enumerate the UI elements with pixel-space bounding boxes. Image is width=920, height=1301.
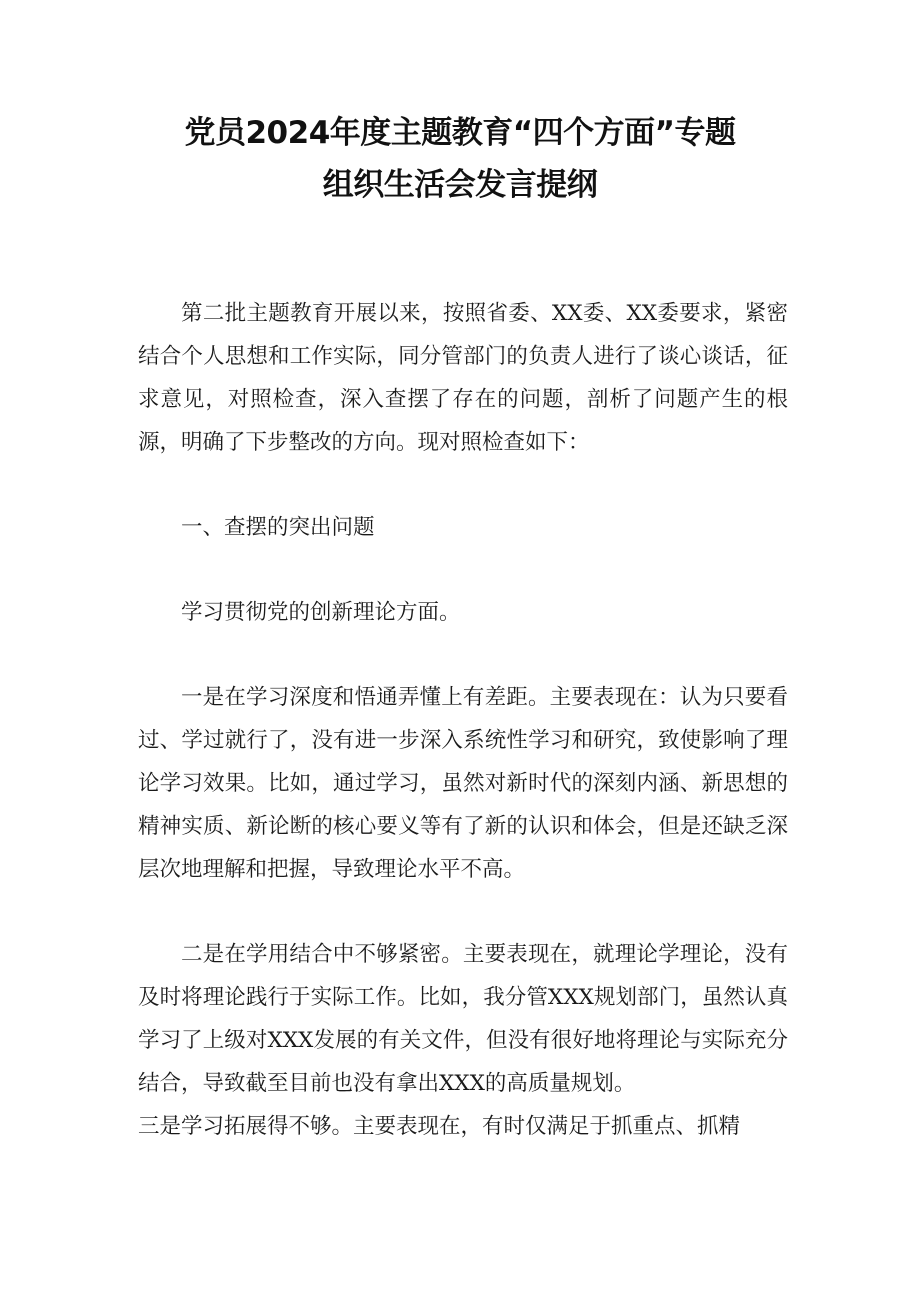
intro-paragraph: 第二批主题教育开展以来，按照省委、XX委、XX委要求，紧密结合个人思想和工作实际，同分管部门的负责人进行了谈心谈话，征求意见，对照检查，深入查摆了存在的问题，剖析了问题产生的根源，明确了下步整改的方向。现对照检查如下：: [138, 301, 788, 455]
document-title-line-1: 党员2024年度主题教育“四个方面”专题: [184, 115, 736, 151]
subsection-heading: 学习贯彻党的创新理论方面。: [181, 600, 461, 625]
problem-paragraph-3: 三是学习拓展得不够。主要表现在，有时仅满足于抓重点、抓精: [138, 1114, 741, 1139]
problem-paragraph-2: 二是在学用结合中不够紧密。主要表现在，就理论学理论，没有及时将理论践行于实际工作。比如，我分管XXX规划部门，虽然认真学习了上级对XXX发展的有关文件，但没有很好地将理论与实际充分结合，导致截至目前也没有拿出XXX的高质量规划。: [138, 942, 788, 1096]
document-body: [138, 292, 788, 1148]
problem-paragraph-1: 一是在学习深度和悟通弄懂上有差距。主要表现在：认为只要看过、学过就行了，没有进一步深入系统性学习和研究，致使影响了理论学习效果。比如，通过学习，虽然对新时代的深刻内涵、新思想的精神实质、新论断的核心要义等有了新的认识和体会，但是还缺乏深层次地理解和把握，导致理论水平不高。: [138, 685, 788, 882]
section-heading: 一、查摆的突出问题: [181, 515, 375, 540]
document-title-line-2: 组织生活会发言提纲: [322, 167, 598, 203]
